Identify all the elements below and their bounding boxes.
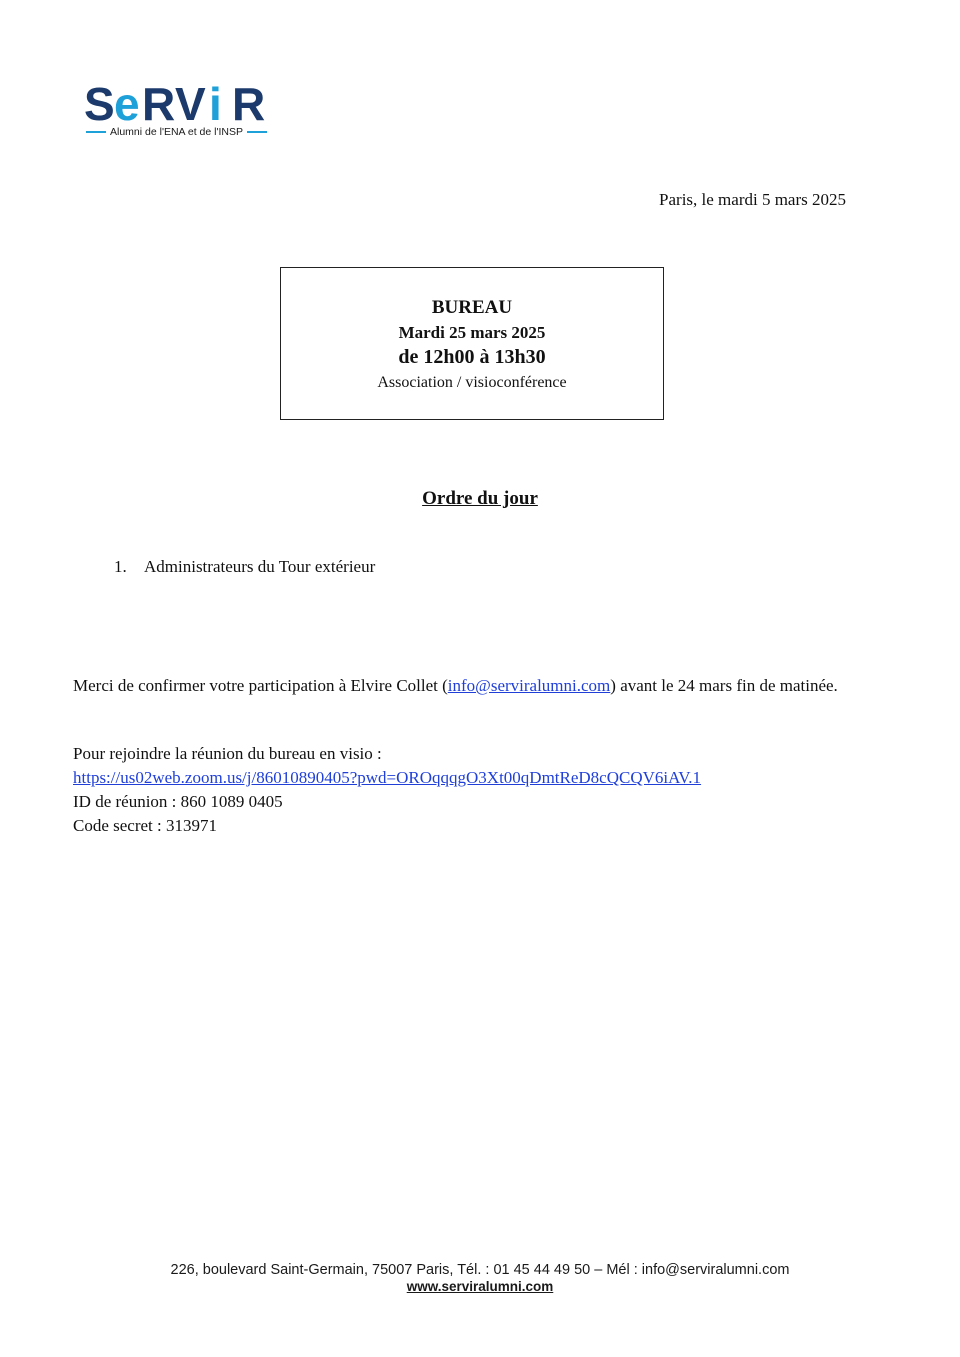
agenda-item-text: Administrateurs du Tour extérieur: [144, 557, 376, 576]
logo-letter-i: i: [209, 78, 222, 126]
logo-letter-r2: R: [232, 78, 266, 126]
meeting-box: [280, 267, 664, 420]
email-link[interactable]: info@serviralumni.com: [447, 676, 611, 695]
servir-logo: [84, 70, 284, 142]
agenda-item-number: 1.: [114, 557, 127, 576]
confirmation-text-after: ) avant le 24 mars fin de matinée.: [610, 676, 838, 695]
meeting-place: Association / visioconférence: [377, 374, 567, 391]
meeting-time: de 12h00 à 13h30: [398, 346, 546, 368]
servir-wordmark: [84, 70, 284, 126]
meeting-id: ID de réunion : 860 1089 0405: [73, 792, 283, 811]
meeting-passcode: Code secret : 313971: [73, 816, 217, 835]
confirmation-paragraph: [73, 674, 878, 698]
logo-letter-e: e: [114, 78, 140, 126]
footer-address: 226, boulevard Saint-Germain, 75007 Paris, Tél. : 01 45 44 49 50 – Mél : info@serviralumni.com: [170, 1262, 790, 1278]
date-line: Paris, le mardi 5 mars 2025: [659, 190, 846, 209]
confirmation-text-before: Merci de confirmer votre participation à Elvire Collet (: [73, 676, 448, 695]
meeting-date: Mardi 25 mars 2025: [398, 323, 546, 342]
zoom-link[interactable]: https://us02web.zoom.us/j/86010890405?pwd=OROqqqgO3Xt00qDmtReD8cQCQV6iAV.1: [73, 768, 702, 787]
logo-letter-v: V: [175, 78, 206, 126]
logo-tagline: Alumni de l'ENA et de l'INSP: [110, 126, 243, 138]
footer-website-link[interactable]: www.serviralumni.com: [406, 1279, 554, 1294]
logo-rule-left: [86, 131, 106, 133]
agenda-heading: Ordre du jour: [422, 488, 538, 509]
footer: [0, 1262, 960, 1294]
logo-rule-right: [247, 131, 267, 133]
visio-section: [73, 742, 878, 838]
visio-intro: Pour rejoindre la réunion du bureau en visio :: [73, 744, 382, 763]
agenda-item: [114, 557, 375, 577]
logo-letter-r: R: [142, 78, 176, 126]
logo-letter-s: S: [84, 78, 115, 126]
meeting-title: BUREAU: [431, 297, 513, 318]
logo-tagline-row: [86, 126, 267, 138]
agenda-list: [114, 557, 375, 577]
